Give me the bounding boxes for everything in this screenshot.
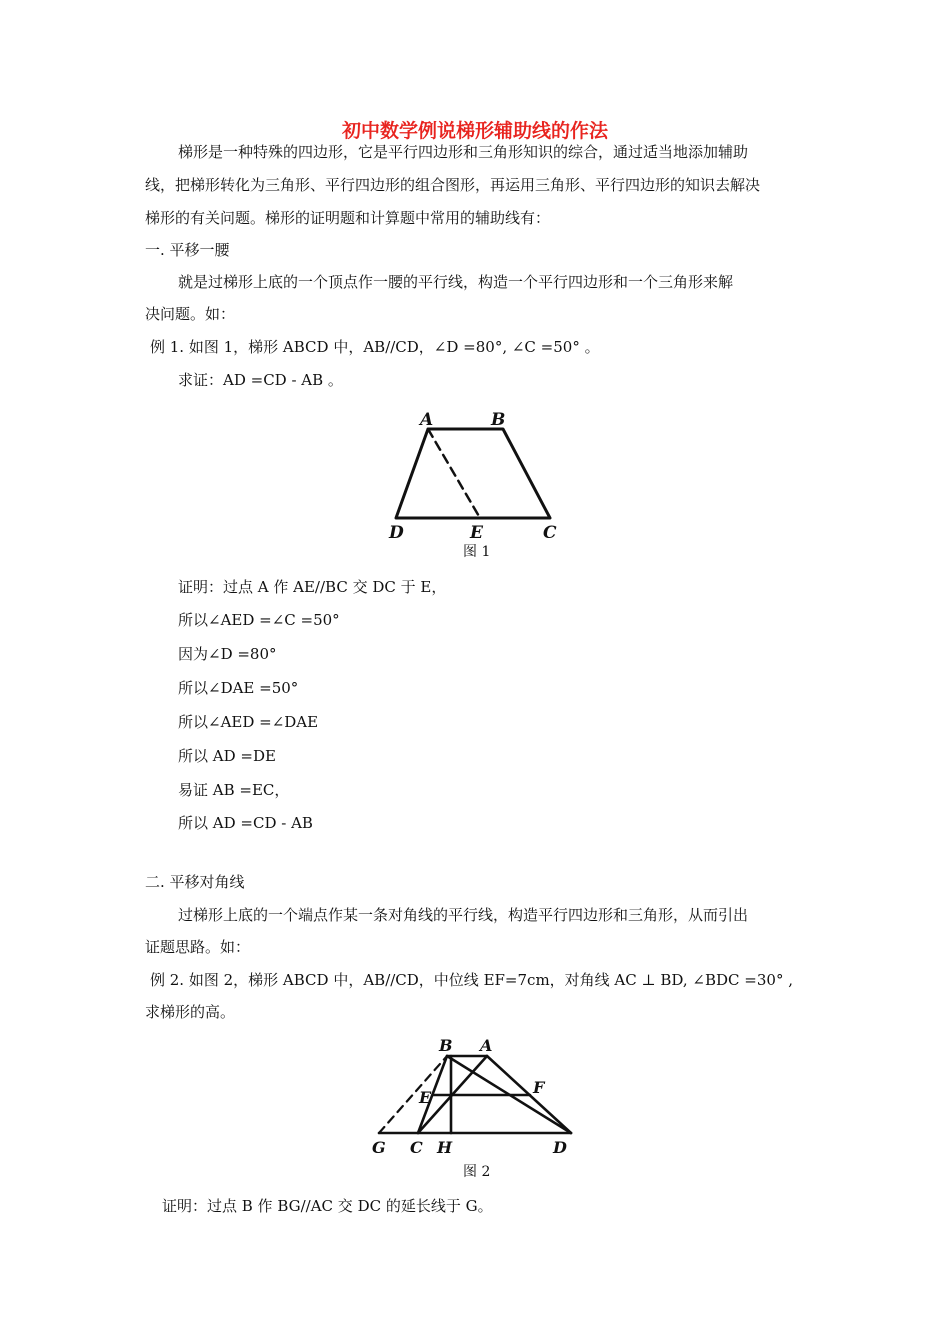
label-a2: A [480, 1036, 493, 1055]
example-2-line-2: 求梯形的高。 [145, 1003, 236, 1021]
example-1-prove: 求证：AD =CD - AB 。 [178, 371, 343, 389]
section2-desc-2: 证题思路。如： [145, 938, 251, 956]
intro-line-2: 线，把梯形转化为三角形、平行四边形的组合图形，再运用三角形、平行四边形的知识去解决 [145, 176, 761, 194]
label-e2: E [419, 1088, 432, 1107]
section2-desc-1: 过梯形上底的一个端点作某一条对角线的平行线，构造平行四边形和三角形，从而引出 [178, 906, 749, 924]
figure-1-caption: 图 1 [463, 544, 491, 560]
label-f2: F [533, 1078, 545, 1097]
label-c2: C [410, 1138, 423, 1157]
proof-1-line-1: 证明：过点 A 作 AE//BC 交 DC 于 E， [178, 578, 447, 596]
proof-1-line-2: 所以∠AED =∠C =50° [178, 611, 340, 629]
proof-1-line-3: 因为∠D =80° [178, 645, 277, 663]
section1-heading: 一. 平移一腰 [145, 241, 230, 259]
document-title: 初中数学例说梯形辅助线的作法 [341, 120, 608, 142]
figure-2-caption: 图 2 [463, 1164, 491, 1180]
proof-1-line-5: 所以∠AED =∠DAE [178, 713, 319, 731]
proof-1-line-6: 所以 AD =DE [178, 747, 276, 765]
proof-2-line-1: 证明：过点 B 作 BG//AC 交 DC 的延长线于 G。 [162, 1197, 493, 1215]
intro-line-1: 梯形是一种特殊的四边形，它是平行四边形和三角形知识的综合，通过适当地添加辅助 [178, 143, 749, 161]
proof-1-line-4: 所以∠DAE =50° [178, 679, 299, 697]
example-2-line-1: 例 2. 如图 2，梯形 ABCD 中，AB//CD，中位线 EF=7cm，对角线 AC ⊥ BD, ∠BDC =30° , [150, 971, 793, 989]
label-a: A [420, 410, 434, 430]
figure-2 [365, 1033, 580, 1161]
section1-desc-2: 决问题。如： [145, 305, 236, 323]
label-b2: B [439, 1036, 453, 1055]
section1-desc-1: 就是过梯形上底的一个顶点作一腰的平行线，构造一个平行四边形和一个三角形来解 [178, 273, 734, 291]
label-g2: G [372, 1138, 386, 1157]
label-c: C [543, 523, 557, 543]
intro-line-3: 梯形的有关问题。梯形的证明题和计算题中常用的辅助线有： [145, 209, 551, 227]
label-d: D [389, 523, 404, 543]
label-e: E [470, 523, 483, 543]
label-h2: H [437, 1138, 453, 1157]
figure-1 [380, 405, 570, 545]
proof-1-line-7: 易证 AB =EC， [178, 781, 290, 799]
dashed-line-ae [428, 429, 480, 518]
label-b: B [491, 410, 506, 430]
proof-1-line-8: 所以 AD =CD - AB [178, 814, 313, 832]
label-d2: D [553, 1138, 567, 1157]
example-1: 例 1. 如图 1，梯形 ABCD 中，AB//CD，∠D =80°, ∠C =50° 。 [150, 338, 600, 356]
section2-heading: 二. 平移对角线 [145, 873, 245, 891]
trapezoid-abcd [396, 429, 550, 518]
